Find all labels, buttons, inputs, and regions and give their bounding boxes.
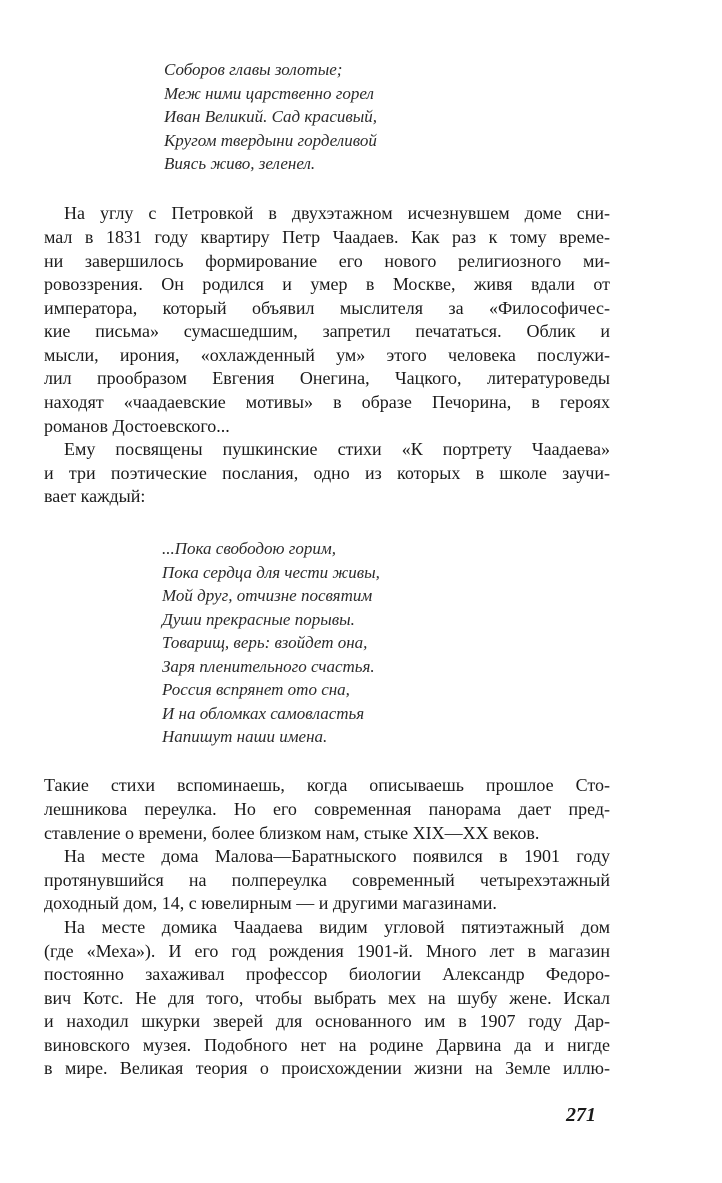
text-line: лешникова переулка. Но его современная панорама дает пред- bbox=[44, 799, 610, 819]
text-line: Такие стихи вспоминаешь, когда описываешь прошлое Сто- bbox=[44, 775, 610, 795]
poem-bottom bbox=[162, 537, 380, 749]
poem-top bbox=[164, 58, 377, 176]
text-line: кие письма» сумасшедшим, запретил печататься. Облик и bbox=[44, 321, 610, 341]
text-line: протянувшийся на полпереулка современный четырехэтажный bbox=[44, 870, 610, 890]
poem-line: Заря пленительного счастья. bbox=[162, 656, 375, 676]
poem-line: Иван Великий. Сад красивый, bbox=[164, 107, 378, 126]
text-line: мал в 1831 году квартиру Петр Чаадаев. Как раз к тому време- bbox=[44, 227, 610, 247]
poem-line: Россия вспрянет ото сна, bbox=[162, 680, 350, 699]
poem-line: Души прекрасные порывы. bbox=[162, 609, 355, 629]
poem-line: Мой друг, отчизне посвятим bbox=[162, 586, 373, 605]
poem-line: Пока сердца для чести живы, bbox=[162, 562, 380, 582]
poem-line: Товарищ, верь: взойдет она, bbox=[162, 633, 368, 652]
text-line: На месте дома Малова—Баратныского появился в 1901 году bbox=[64, 846, 610, 866]
text-line: императора, который объявил мыслителя за «Философичес- bbox=[44, 298, 610, 318]
poem-line: И на обломках самовластья bbox=[162, 703, 365, 723]
text-line: (где «Меха»). И его год рождения 1901-й. Много лет в магазин bbox=[44, 941, 610, 961]
text-line: и три поэтические послания, одно из которых в школе заучи- bbox=[44, 463, 610, 483]
text-line: вает каждый: bbox=[44, 486, 146, 506]
text-line: Ему посвящены пушкинские стихи «К портрету Чаадаева» bbox=[64, 439, 610, 459]
poem-line: ...Пока свободою горим, bbox=[162, 539, 336, 558]
text-line: вич Котс. Не для того, чтобы выбрать мех на шубу жене. Искал bbox=[44, 988, 610, 1008]
poem-line: Соборов главы золотые; bbox=[164, 60, 343, 79]
poem-line: Меж ними царственно горел bbox=[164, 83, 374, 103]
poem-line: Виясь живо, зеленел. bbox=[164, 154, 316, 173]
text-line: романов Достоевского... bbox=[44, 416, 230, 436]
text-line: ни завершилось формирование его нового религиозного ми- bbox=[44, 251, 610, 271]
text-line: На углу с Петровкой в двухэтажном исчезнувшем доме сни- bbox=[64, 203, 610, 223]
text-line: виновского музея. Подобного нет на родине Дарвина да и нигде bbox=[44, 1035, 610, 1055]
poem-line: Напишут наши имена. bbox=[162, 727, 328, 746]
text-line: ровоззрения. Он родился и умер в Москве, живя вдали от bbox=[44, 274, 610, 294]
text-line: постоянно захаживал профессор биологии Александр Федоро- bbox=[44, 964, 610, 984]
poem-line: Кругом твердыни горделивой bbox=[164, 130, 377, 150]
text-line: и находил шкурки зверей для основанного им в 1907 году Дар- bbox=[44, 1011, 610, 1031]
page-number: 271 bbox=[566, 1104, 596, 1126]
text-line: мысли, ирония, «охлажденный ум» этого человека послужи- bbox=[44, 345, 610, 365]
text-line: лил прообразом Евгения Онегина, Чацкого, литературоведы bbox=[44, 368, 610, 388]
text-line: доходный дом, 14, с ювелирным — и другими магазинами. bbox=[44, 893, 497, 913]
text-line: ставление о времени, более близком нам, стыке XIX—XX веков. bbox=[44, 823, 540, 843]
text-line: находят «чаадаевские мотивы» в образе Печорина, в героях bbox=[44, 392, 610, 412]
text-line: На месте домика Чаадаева видим угловой пятиэтажный дом bbox=[64, 917, 610, 937]
text-line: в мире. Великая теория о происхождении жизни на Земле иллю- bbox=[44, 1058, 610, 1078]
